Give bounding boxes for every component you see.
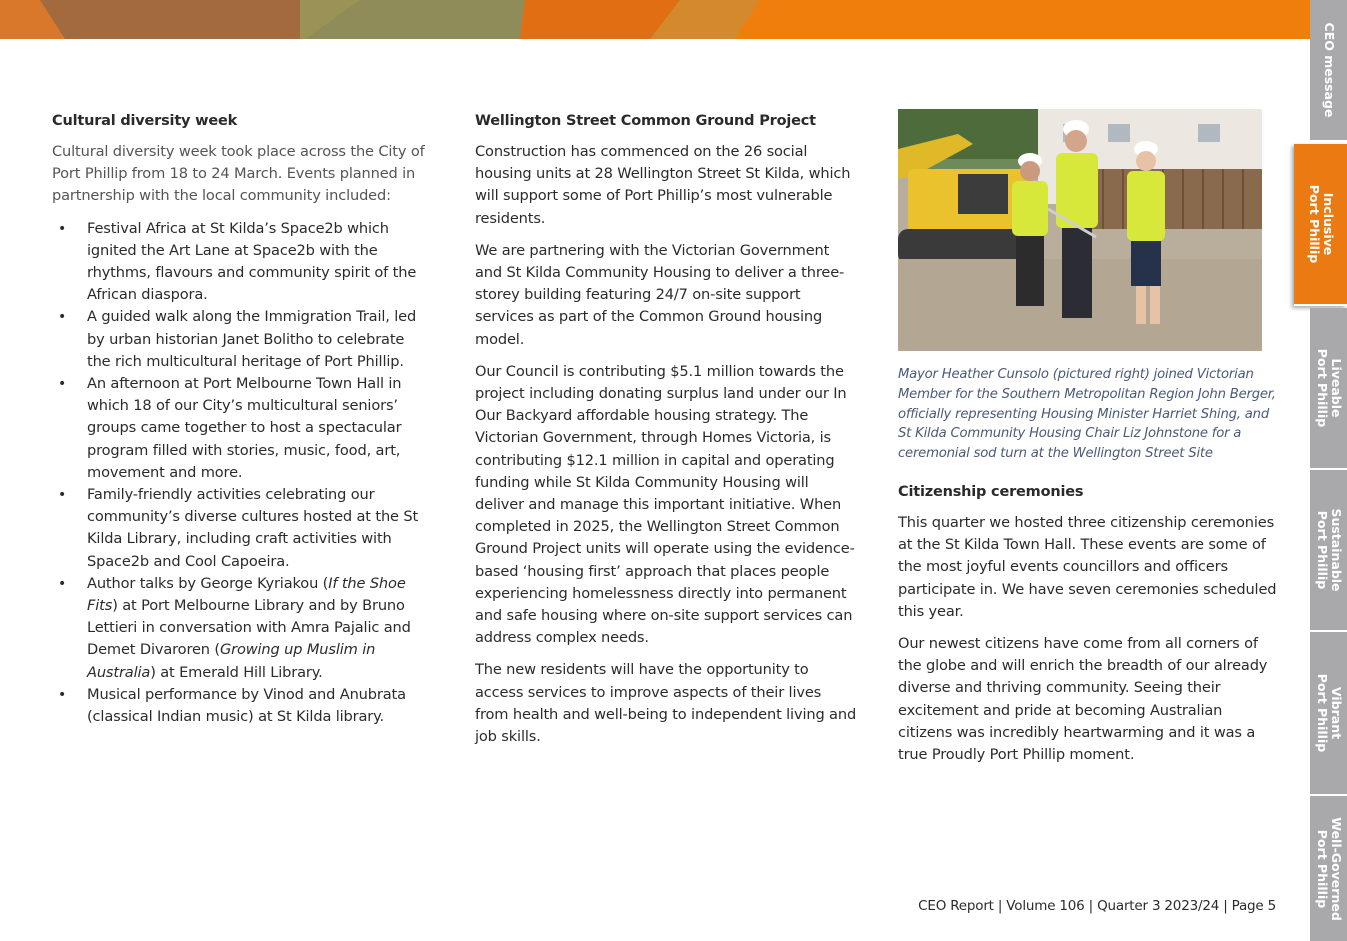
bullet-icon: • <box>58 220 67 237</box>
list-item: • An afternoon at Port Melbourne Town Hall in which 18 of our City’s multicultural seniors’ groups came together to host a spectacular program filled with stories, music, food, art, movement and more. <box>58 375 402 481</box>
header-banner <box>0 0 1310 39</box>
bullet-icon: • <box>58 376 67 393</box>
photo-caption: Mayor Heather Cunsolo (pictured right) joined Victorian Member for the Southern Metropolitan Region John Berger, officially representing Housing Minister Harriet Shing, and St Kilda Community Housing Chair Liz Johnstone for a ceremonial sod turn at the Wellington Street Site <box>898 367 1276 462</box>
paragraph: Our newest citizens have come from all corners of the globe and will enrich the breadth of our already diverse and thriving community. Seeing their excitement and pride at becoming Australian citizens was incredibly heartwarming and it was a true Proudly Port Phillip moment. <box>898 635 1268 764</box>
paragraph: The new residents will have the opportunity to access services to improve aspects of their lives from health and well-being to independent living and job skills. <box>475 661 857 746</box>
middle-column <box>475 111 857 758</box>
book-title: If the Shoe Fits <box>87 574 406 615</box>
list-item: • Family-friendly activities celebrating our community’s diverse cultures hosted at the St Kilda Library, including craft activities with Space2b and Cool Capoeira. <box>58 486 419 570</box>
tab-liveable[interactable]: Liveable Port Phillip <box>1310 308 1347 470</box>
tab-ceo-message[interactable]: CEO message <box>1310 0 1347 142</box>
banner-graphic <box>0 0 1310 39</box>
right-column <box>898 109 1278 776</box>
page-footer: CEO Report | Volume 106 | Quarter 3 2023/24 | Page 5 <box>918 898 1276 914</box>
common-ground-heading: Wellington Street Common Ground Project <box>475 113 816 129</box>
sod-turn-photo <box>898 109 1262 351</box>
paragraph: This quarter we hosted three citizenship ceremonies at the St Kilda Town Hall. These events are some of the most joyful events councillors and officers participate in. We have seven ceremonies scheduled this year. <box>898 513 1277 620</box>
bullet-icon: • <box>58 309 67 326</box>
citizenship-heading: Citizenship ceremonies <box>898 483 1084 500</box>
book-title: Growing up Muslim in Australia <box>87 641 376 681</box>
section-tabs <box>1306 0 1347 941</box>
cultural-diversity-intro: Cultural diversity week took place across the City of Port Phillip from 18 to 24 March. Events planned in partnership with the local community included: <box>52 143 425 205</box>
bullet-icon: • <box>58 487 67 504</box>
paragraph: Construction has commenced on the 26 social housing units at 28 Wellington Street St Kilda, which will support some of Port Phillip’s most vulnerable residents. <box>475 143 851 227</box>
tab-well-governed[interactable]: Well-Governed Port Phillip <box>1310 796 1347 941</box>
tab-sustainable[interactable]: Sustainable Port Phillip <box>1310 470 1347 632</box>
list-item: • A guided walk along the Immigration Trail, led by urban historian Janet Bolitho to celebrate the rich multicultural heritage of Port Phillip. <box>58 308 417 370</box>
list-item-author-talks: • Author talks by George Kyriakou (If the Shoe Fits) at Port Melbourne Library and by Bruno Lettieri in conversation with Amra Pajalic and Demet Divaroren (Growing up Muslim in Australia) at Emerald Hill Library. <box>58 574 411 681</box>
list-item: • Festival Africa at St Kilda’s Space2b which ignited the Art Lane at Space2b with the rhythms, flavours and community spirit of the African diaspora. <box>58 219 417 304</box>
cultural-diversity-heading: Cultural diversity week <box>52 113 238 129</box>
events-list <box>52 218 430 729</box>
bullet-icon: • <box>58 575 67 592</box>
paragraph: We are partnering with the Victorian Government and St Kilda Community Housing to deliver a three-storey building featuring 24/7 on-site support services as part of the Common Ground housing model. <box>475 241 845 348</box>
paragraph: Our Council is contributing $5.1 million towards the project including donating surplus land under our In Our Backyard affordable housing strategy. The Victorian Government, through Homes Victoria, is contributing $12.1 million in capital and operating funding while St Kilda Community Housing will deliver and manage this important initiative. When completed in 2025, the Wellington Street Common Ground Project units will operate using the evidence-based ‘housing first’ approach that places people experiencing homelessness directly into permanent and safe housing where on-site support services can address complex needs. <box>475 362 855 647</box>
list-item: • Musical performance by Vinod and Anubrata (classical Indian music) at St Kilda library. <box>58 685 406 726</box>
bullet-icon: • <box>58 686 67 703</box>
tab-vibrant[interactable]: Vibrant Port Phillip <box>1310 632 1347 796</box>
left-column <box>52 111 430 728</box>
tab-inclusive[interactable]: Inclusive Port Phillip <box>1294 144 1347 306</box>
